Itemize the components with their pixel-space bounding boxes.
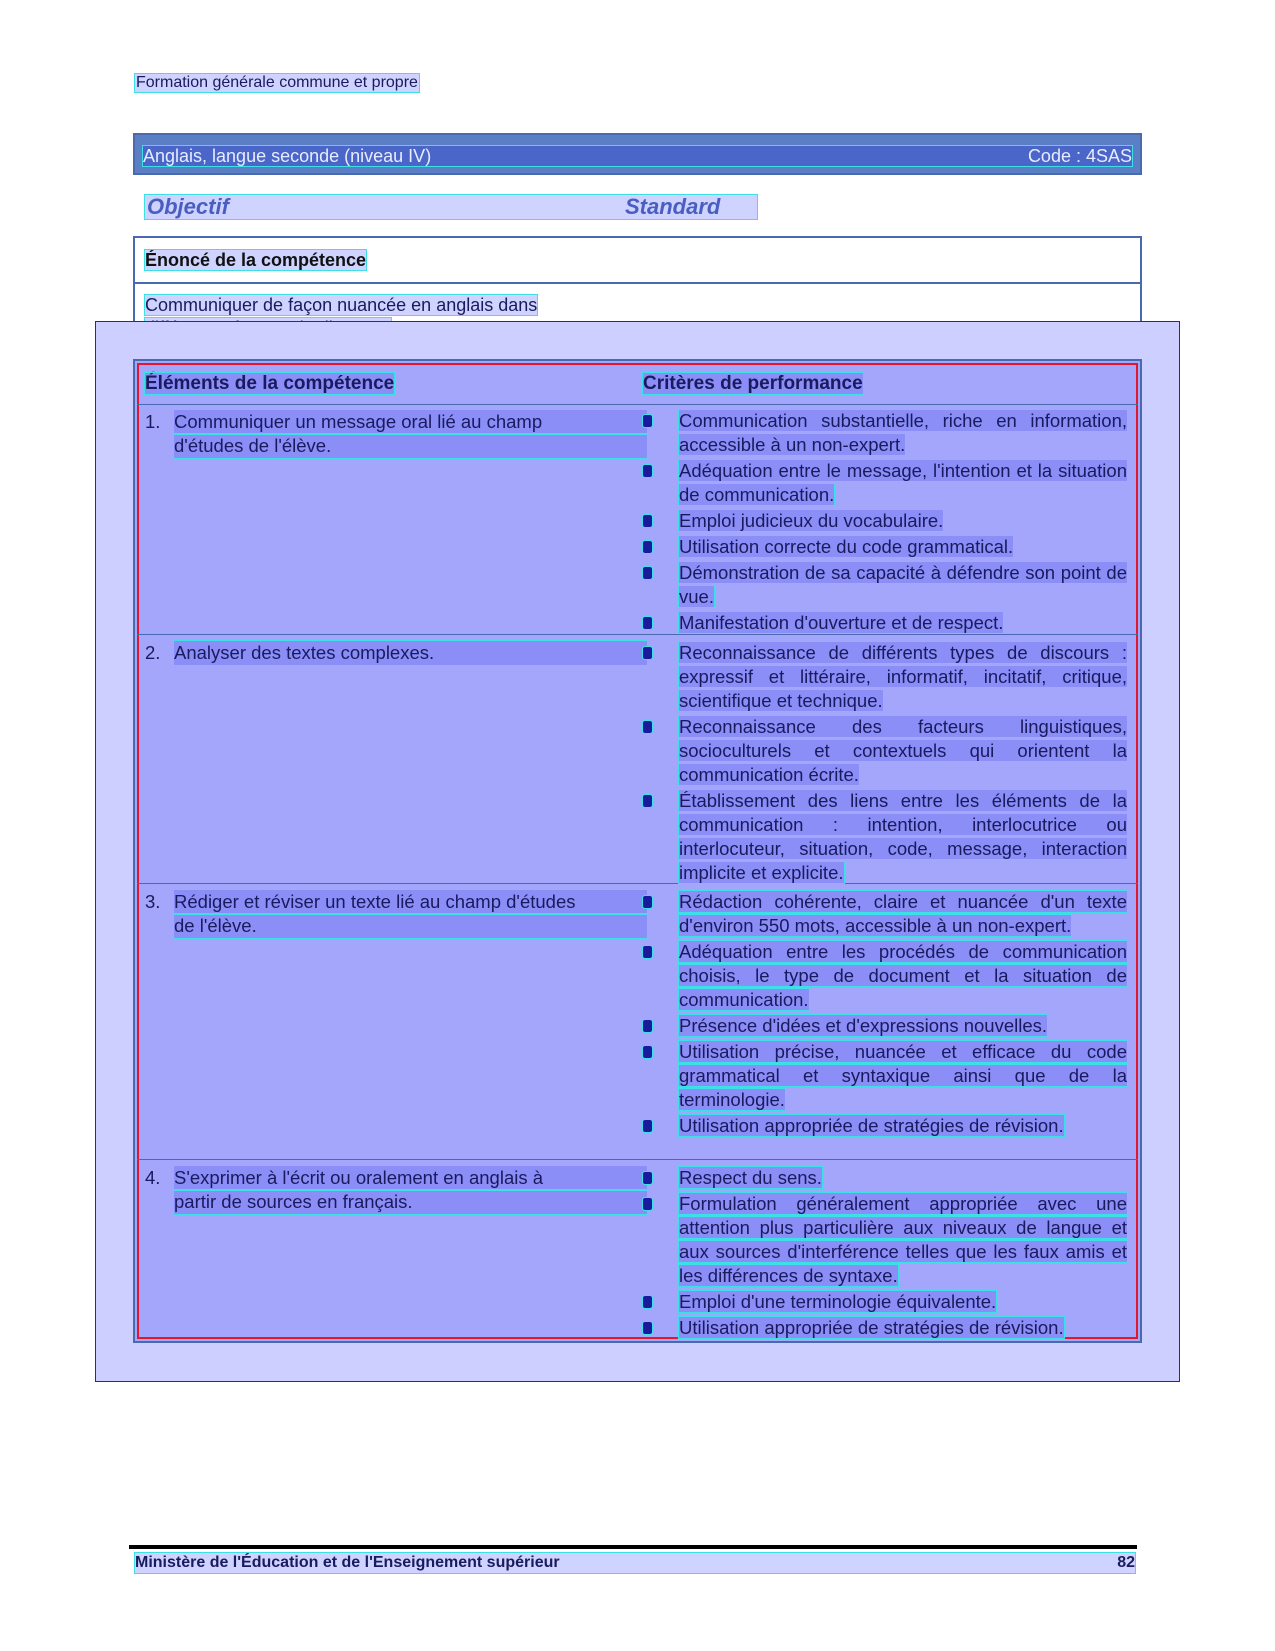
criterion-text: Utilisation appropriée de stratégies de révision. [679, 1115, 1064, 1136]
list-item [643, 611, 1127, 635]
bullet-icon [643, 795, 652, 807]
criterion-text: Manifestation d'ouverture et de respect. [679, 612, 1004, 633]
divider [135, 282, 1140, 284]
element-text: partir de sources en français. [174, 1190, 647, 1214]
row-divider [137, 1159, 1138, 1160]
enonce-line: Communiquer de façon nuancée en anglais dans [145, 295, 538, 315]
page-number: 82 [1117, 1554, 1135, 1571]
table-row [145, 641, 647, 665]
bullet-icon [643, 721, 652, 733]
element-text: de l'élève. [174, 914, 647, 938]
element-text: Analyser des textes complexes. [174, 641, 647, 665]
criterion-text: Utilisation correcte du code grammatical. [679, 536, 1014, 557]
list-item [643, 1316, 1127, 1340]
bullet-icon [643, 465, 652, 477]
bullet-icon [643, 1322, 652, 1334]
course-code: Code : 4SAS [1027, 145, 1132, 166]
criterion-text: Communication substantielle, riche en information, accessible à un non-expert. [679, 410, 1127, 455]
list-item [643, 1014, 1127, 1038]
list-item [643, 459, 1127, 507]
list-item [643, 409, 1127, 457]
element-text: S'exprimer à l'écrit ou oralement en anglais à [174, 1166, 647, 1190]
objectif-heading: Objectif [147, 194, 229, 219]
list-item [643, 1290, 1127, 1314]
criterion-text: Reconnaissance de différents types de discours : expressif et littéraire, informatif, incitatif, critique, scientifique et technique. [679, 642, 1127, 711]
criterion-text: Démonstration de sa capacité à défendre son point de vue. [679, 562, 1127, 607]
table-row [145, 890, 647, 938]
criterion-text: Emploi judicieux du vocabulaire. [679, 510, 944, 531]
col-header-criteres: Critères de performance [643, 373, 863, 394]
criterion-text: Utilisation précise, nuancée et efficace du code grammatical et syntaxique ainsi que de la terminologie. [679, 1041, 1127, 1110]
footer-ministry: Ministère de l'Éducation et de l'Enseignement supérieur [135, 1554, 560, 1571]
page-footer [135, 1553, 1135, 1573]
list-item [643, 1114, 1127, 1138]
bullet-icon [643, 1296, 652, 1308]
element-number: 3. [145, 891, 161, 912]
standard-heading: Standard [625, 194, 721, 219]
list-item [643, 940, 1127, 1012]
criterion-text: Emploi d'une terminologie équivalente. [679, 1291, 997, 1312]
element-text: d'études de l'élève. [174, 434, 647, 458]
bullet-icon [643, 1046, 652, 1058]
criterion-text: Établissement des liens entre les éléments de la communication : intention, interlocutrice ou interlocuteur, situation, code, message, interaction implicite et explicite. [679, 790, 1127, 883]
list-item [643, 509, 1127, 533]
list-item [643, 535, 1127, 559]
criterion-text: Adéquation entre le message, l'intention et la situation de communication. [679, 460, 1127, 505]
bullet-icon [643, 415, 652, 427]
criteria-list [643, 1166, 1127, 1342]
criterion-text: Rédaction cohérente, claire et nuancée d'un texte d'environ 550 mots, accessible à un non-expert. [679, 891, 1127, 936]
list-item [643, 561, 1127, 609]
criterion-text: Présence d'idées et d'expressions nouvelles. [679, 1015, 1048, 1036]
criterion-text: Respect du sens. [679, 1167, 822, 1188]
bullet-icon [643, 896, 652, 908]
enonce-heading: Énoncé de la compétence [145, 250, 367, 270]
bullet-icon [643, 1198, 652, 1210]
col-header-elements: Éléments de la compétence [145, 373, 395, 394]
footer-rule [129, 1545, 1137, 1549]
bullet-icon [643, 1020, 652, 1032]
criterion-text: Formulation généralement appropriée avec une attention plus particulière aux niveaux de langue et aux sources d'interférence telles que les faux amis et les différences de syntaxe. [679, 1193, 1127, 1286]
bullet-icon [643, 1172, 652, 1184]
list-item [643, 1166, 1127, 1190]
criterion-text: Reconnaissance des facteurs linguistiques, socioculturels et contextuels qui orientent la communication écrite. [679, 716, 1127, 785]
bullet-icon [643, 567, 652, 579]
list-item [643, 1192, 1127, 1288]
running-header: Formation générale commune et propre [136, 74, 418, 91]
bullet-icon [643, 647, 652, 659]
criterion-text: Adéquation entre les procédés de communication choisis, le type de document et la situation de communication. [679, 941, 1127, 1010]
table-row [145, 1166, 647, 1214]
bullet-icon [643, 1120, 652, 1132]
section-headings [145, 195, 757, 219]
criterion-text: Utilisation appropriée de stratégies de révision. [679, 1317, 1064, 1338]
criteria-list [643, 890, 1127, 1140]
bullet-icon [643, 515, 652, 527]
bullet-icon [643, 541, 652, 553]
list-item [643, 890, 1127, 938]
element-text: Communiquer un message oral lié au champ [174, 410, 647, 434]
course-title-bar [133, 133, 1142, 175]
list-item [643, 641, 1127, 713]
element-number: 2. [145, 642, 161, 663]
criteria-list [643, 641, 1127, 887]
element-number: 4. [145, 1167, 161, 1188]
row-divider [137, 404, 1138, 405]
element-text: Rédiger et réviser un texte lié au champ d'études [174, 890, 647, 914]
list-item [643, 1040, 1127, 1112]
bullet-icon [643, 946, 652, 958]
course-title: Anglais, langue seconde (niveau IV) [143, 145, 432, 166]
element-number: 1. [145, 411, 161, 432]
table-row [145, 410, 647, 458]
list-item [643, 715, 1127, 787]
criteria-list [643, 409, 1127, 637]
list-item [643, 789, 1127, 885]
bullet-icon [643, 617, 652, 629]
